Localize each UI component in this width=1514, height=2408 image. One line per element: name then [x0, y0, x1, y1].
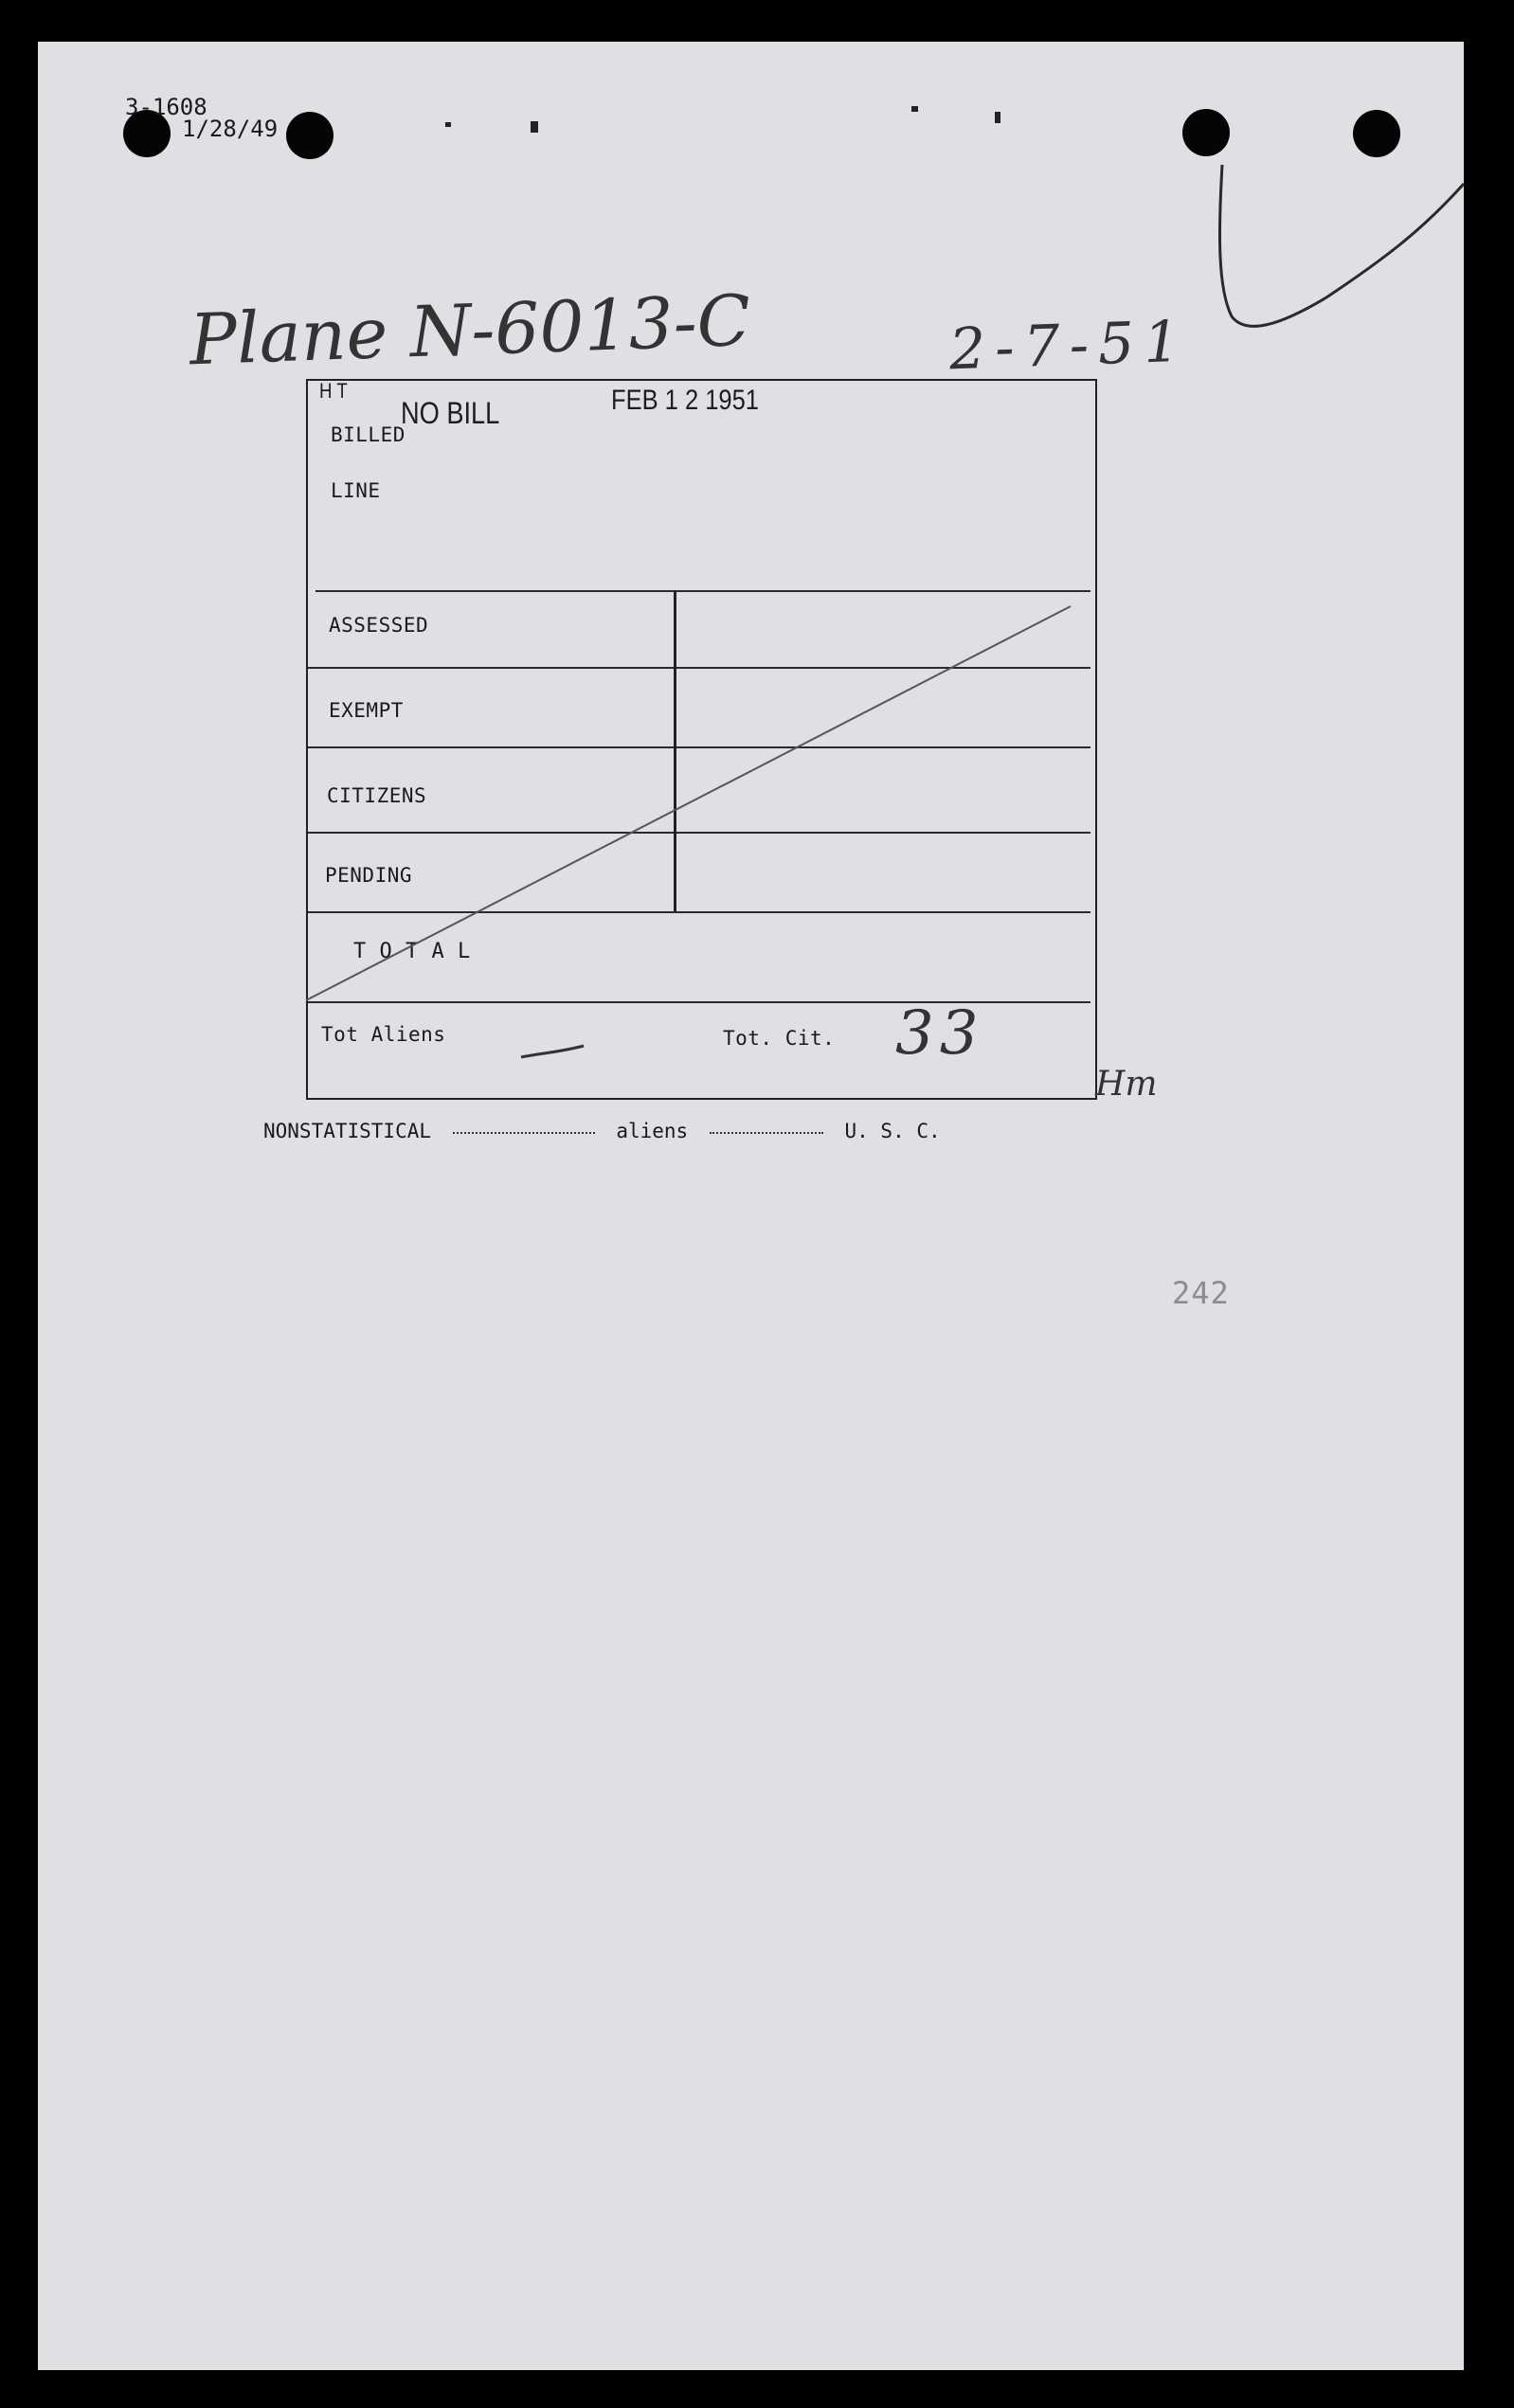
- assessed-label: ASSESSED: [329, 614, 429, 637]
- form-code: 3-1608: [125, 94, 207, 120]
- billed-label: BILLED: [331, 423, 406, 446]
- usc-label: U. S. C.: [844, 1120, 941, 1142]
- line-label: LINE: [331, 479, 381, 502]
- ht-stamp: H T: [319, 379, 348, 403]
- pen-marks: [38, 42, 1464, 2370]
- nonstatistical-label: NONSTATISTICAL: [263, 1120, 432, 1142]
- handwritten-checkmark: [1219, 165, 1464, 326]
- handwritten-initials: Hm: [1095, 1065, 1158, 1104]
- tot-aliens-label: Tot Aliens: [321, 1023, 446, 1046]
- handwritten-plane-number: Plane N-6013-C: [188, 279, 752, 382]
- pending-label: PENDING: [325, 864, 413, 887]
- tot-cit-label: Tot. Cit.: [723, 1027, 836, 1050]
- page-number: 242: [1172, 1275, 1230, 1311]
- handwritten-dash: [521, 1046, 584, 1057]
- total-label: T O T A L: [353, 940, 471, 963]
- form-revision-date: 1/28/49: [182, 116, 279, 142]
- citizens-label: CITIZENS: [327, 784, 427, 807]
- aliens-label: aliens: [616, 1120, 689, 1142]
- handwritten-date: 2-7-51: [947, 308, 1191, 384]
- document-page: [38, 42, 1464, 2370]
- handwritten-citizens-total: 33: [895, 998, 984, 1069]
- diagonal-cancel-line: [306, 606, 1071, 1000]
- exempt-label: EXEMPT: [329, 699, 404, 722]
- date-stamp: FEB 1 2 1951: [611, 385, 759, 416]
- no-bill-stamp: NO BILL: [401, 396, 500, 430]
